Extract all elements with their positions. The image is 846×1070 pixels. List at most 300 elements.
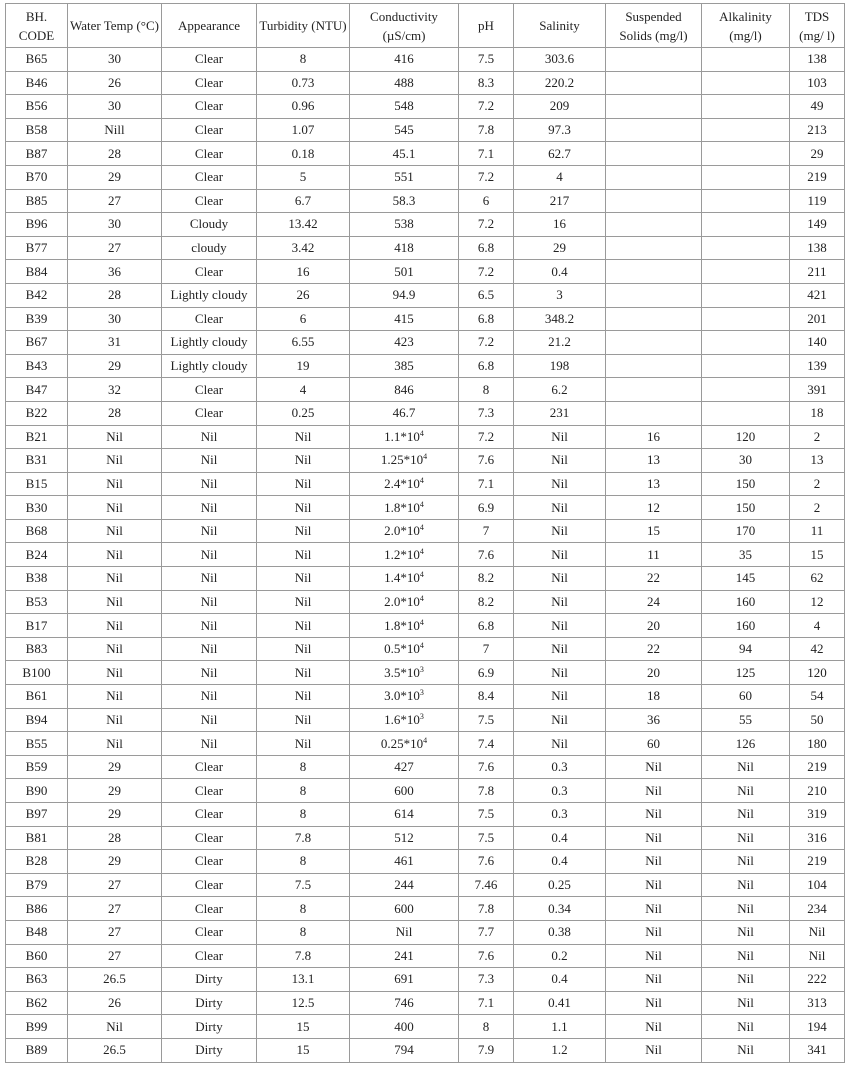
cell-salinity: 0.34 bbox=[514, 897, 606, 921]
cell-tds: 104 bbox=[790, 873, 845, 897]
cell-appearance: Clear bbox=[162, 189, 257, 213]
cell-salinity: 1.1 bbox=[514, 1015, 606, 1039]
cell-water-temp: 26 bbox=[68, 991, 162, 1015]
cell-water-temp: 27 bbox=[68, 944, 162, 968]
cell-conductivity: 244 bbox=[350, 873, 459, 897]
header-ph: pH bbox=[459, 4, 514, 48]
cell-alkalinity bbox=[702, 213, 790, 237]
cell-appearance: Clear bbox=[162, 897, 257, 921]
cell-water-temp: Nil bbox=[68, 685, 162, 709]
cell-salinity: Nil bbox=[514, 449, 606, 473]
cell-suspended-solids: 16 bbox=[606, 425, 702, 449]
water-quality-table bbox=[5, 3, 845, 1063]
table-row bbox=[6, 873, 845, 897]
cell-turbidity: 12.5 bbox=[257, 991, 350, 1015]
cell-water-temp: 29 bbox=[68, 354, 162, 378]
cell-conductivity: Nil bbox=[350, 920, 459, 944]
cell-alkalinity: Nil bbox=[702, 850, 790, 874]
cell-ph: 7.1 bbox=[459, 472, 514, 496]
cell-water-temp: 30 bbox=[68, 213, 162, 237]
cell-water-temp: 28 bbox=[68, 826, 162, 850]
table-row bbox=[6, 826, 845, 850]
cell-tds: 219 bbox=[790, 165, 845, 189]
cell-turbidity: 8 bbox=[257, 48, 350, 72]
table-row bbox=[6, 401, 845, 425]
cell-ph: 6.5 bbox=[459, 283, 514, 307]
cell-bh-code: B77 bbox=[6, 236, 68, 260]
cell-tds: 391 bbox=[790, 378, 845, 402]
cell-salinity: 348.2 bbox=[514, 307, 606, 331]
cell-ph: 7.8 bbox=[459, 779, 514, 803]
cell-ph: 7.1 bbox=[459, 142, 514, 166]
cell-bh-code: B31 bbox=[6, 449, 68, 473]
cell-salinity: 21.2 bbox=[514, 331, 606, 355]
cell-appearance: Clear bbox=[162, 260, 257, 284]
header-alkalinity: Alkalinity (mg/l) bbox=[702, 4, 790, 48]
header-turbidity: Turbidity (NTU) bbox=[257, 4, 350, 48]
cell-salinity: 29 bbox=[514, 236, 606, 260]
cell-conductivity: 600 bbox=[350, 897, 459, 921]
table-row bbox=[6, 354, 845, 378]
cell-ph: 7.5 bbox=[459, 708, 514, 732]
cell-alkalinity: Nil bbox=[702, 968, 790, 992]
cell-tds: 4 bbox=[790, 614, 845, 638]
cell-bh-code: B79 bbox=[6, 873, 68, 897]
cell-turbidity: 13.1 bbox=[257, 968, 350, 992]
table-row bbox=[6, 118, 845, 142]
cell-suspended-solids bbox=[606, 283, 702, 307]
cell-salinity: Nil bbox=[514, 472, 606, 496]
cell-conductivity: 427 bbox=[350, 755, 459, 779]
cell-appearance: Nil bbox=[162, 637, 257, 661]
cell-appearance: Clear bbox=[162, 118, 257, 142]
cell-turbidity: 6.55 bbox=[257, 331, 350, 355]
cell-bh-code: B70 bbox=[6, 165, 68, 189]
table-body bbox=[6, 48, 845, 1063]
cell-ph: 7.2 bbox=[459, 260, 514, 284]
cell-bh-code: B38 bbox=[6, 567, 68, 591]
cell-salinity: Nil bbox=[514, 590, 606, 614]
cell-conductivity: 415 bbox=[350, 307, 459, 331]
cell-salinity: Nil bbox=[514, 661, 606, 685]
cell-salinity: 0.3 bbox=[514, 755, 606, 779]
table-row bbox=[6, 496, 845, 520]
cell-salinity: 0.3 bbox=[514, 803, 606, 827]
cell-salinity: Nil bbox=[514, 708, 606, 732]
cell-ph: 6.8 bbox=[459, 307, 514, 331]
cell-ph: 7.3 bbox=[459, 401, 514, 425]
cell-conductivity: $1.25*10^4$ bbox=[350, 449, 459, 473]
cell-tds: Nil bbox=[790, 920, 845, 944]
cell-conductivity: 501 bbox=[350, 260, 459, 284]
cell-ph: 6.8 bbox=[459, 354, 514, 378]
cell-salinity: 0.41 bbox=[514, 991, 606, 1015]
cell-tds: 213 bbox=[790, 118, 845, 142]
cell-conductivity: $1.2*10^4$ bbox=[350, 543, 459, 567]
cell-tds: 42 bbox=[790, 637, 845, 661]
cell-suspended-solids: 24 bbox=[606, 590, 702, 614]
cell-ph: 7.6 bbox=[459, 944, 514, 968]
cell-bh-code: B62 bbox=[6, 991, 68, 1015]
cell-suspended-solids: Nil bbox=[606, 873, 702, 897]
table-row bbox=[6, 449, 845, 473]
cell-tds: 138 bbox=[790, 236, 845, 260]
cell-conductivity: $0.5*10^4$ bbox=[350, 637, 459, 661]
cell-appearance: Clear bbox=[162, 779, 257, 803]
cell-water-temp: 30 bbox=[68, 95, 162, 119]
cell-water-temp: Nil bbox=[68, 519, 162, 543]
cell-conductivity: 614 bbox=[350, 803, 459, 827]
cell-water-temp: Nil bbox=[68, 567, 162, 591]
table-row bbox=[6, 378, 845, 402]
cell-bh-code: B100 bbox=[6, 661, 68, 685]
cell-bh-code: B53 bbox=[6, 590, 68, 614]
table-row bbox=[6, 189, 845, 213]
cell-ph: 7.8 bbox=[459, 118, 514, 142]
cell-appearance: Lightly cloudy bbox=[162, 283, 257, 307]
cell-alkalinity: 94 bbox=[702, 637, 790, 661]
table-row bbox=[6, 968, 845, 992]
cell-suspended-solids: 11 bbox=[606, 543, 702, 567]
cell-alkalinity bbox=[702, 354, 790, 378]
cell-alkalinity: Nil bbox=[702, 897, 790, 921]
cell-conductivity: $1.4*10^4$ bbox=[350, 567, 459, 591]
cell-turbidity: Nil bbox=[257, 496, 350, 520]
table-row bbox=[6, 920, 845, 944]
cell-appearance: Clear bbox=[162, 826, 257, 850]
cell-conductivity: $1.6*10^3$ bbox=[350, 708, 459, 732]
cell-tds: 2 bbox=[790, 496, 845, 520]
cell-tds: 18 bbox=[790, 401, 845, 425]
table-row bbox=[6, 331, 845, 355]
cell-conductivity: 551 bbox=[350, 165, 459, 189]
cell-appearance: Nil bbox=[162, 519, 257, 543]
cell-suspended-solids bbox=[606, 118, 702, 142]
cell-appearance: Clear bbox=[162, 48, 257, 72]
cell-tds: 2 bbox=[790, 425, 845, 449]
cell-ph: 7.6 bbox=[459, 755, 514, 779]
cell-tds: 49 bbox=[790, 95, 845, 119]
table-row bbox=[6, 142, 845, 166]
cell-ph: 8 bbox=[459, 378, 514, 402]
header-water-temp: Water Temp (°C) bbox=[68, 4, 162, 48]
cell-alkalinity: 30 bbox=[702, 449, 790, 473]
cell-water-temp: 36 bbox=[68, 260, 162, 284]
header-conductivity: Conductivity (µS/cm) bbox=[350, 4, 459, 48]
cell-alkalinity bbox=[702, 118, 790, 142]
cell-turbidity: 7.8 bbox=[257, 944, 350, 968]
cell-conductivity: $0.25*10^4$ bbox=[350, 732, 459, 756]
cell-bh-code: B55 bbox=[6, 732, 68, 756]
cell-water-temp: 27 bbox=[68, 189, 162, 213]
table-row bbox=[6, 95, 845, 119]
table-row bbox=[6, 779, 845, 803]
cell-bh-code: B61 bbox=[6, 685, 68, 709]
table-row bbox=[6, 755, 845, 779]
cell-water-temp: 28 bbox=[68, 283, 162, 307]
cell-suspended-solids: 22 bbox=[606, 567, 702, 591]
cell-suspended-solids: Nil bbox=[606, 755, 702, 779]
cell-water-temp: Nill bbox=[68, 118, 162, 142]
cell-ph: 6.9 bbox=[459, 661, 514, 685]
cell-ph: 7.5 bbox=[459, 826, 514, 850]
cell-bh-code: B84 bbox=[6, 260, 68, 284]
table-row bbox=[6, 850, 845, 874]
cell-bh-code: B39 bbox=[6, 307, 68, 331]
cell-bh-code: B67 bbox=[6, 331, 68, 355]
table-row bbox=[6, 590, 845, 614]
cell-bh-code: B86 bbox=[6, 897, 68, 921]
cell-suspended-solids: 22 bbox=[606, 637, 702, 661]
cell-turbidity: 15 bbox=[257, 1038, 350, 1062]
cell-turbidity: 19 bbox=[257, 354, 350, 378]
cell-appearance: Nil bbox=[162, 567, 257, 591]
cell-ph: 7.4 bbox=[459, 732, 514, 756]
cell-appearance: Nil bbox=[162, 590, 257, 614]
cell-appearance: Clear bbox=[162, 165, 257, 189]
cell-bh-code: B85 bbox=[6, 189, 68, 213]
cell-suspended-solids: 13 bbox=[606, 449, 702, 473]
cell-suspended-solids: 20 bbox=[606, 661, 702, 685]
cell-water-temp: Nil bbox=[68, 449, 162, 473]
cell-bh-code: B65 bbox=[6, 48, 68, 72]
cell-suspended-solids: 13 bbox=[606, 472, 702, 496]
cell-water-temp: 29 bbox=[68, 850, 162, 874]
cell-bh-code: B96 bbox=[6, 213, 68, 237]
cell-conductivity: 58.3 bbox=[350, 189, 459, 213]
cell-salinity: 220.2 bbox=[514, 71, 606, 95]
table-row bbox=[6, 307, 845, 331]
cell-suspended-solids: Nil bbox=[606, 944, 702, 968]
cell-tds: 119 bbox=[790, 189, 845, 213]
cell-ph: 8 bbox=[459, 1015, 514, 1039]
cell-water-temp: Nil bbox=[68, 590, 162, 614]
cell-conductivity: 461 bbox=[350, 850, 459, 874]
cell-tds: 12 bbox=[790, 590, 845, 614]
cell-conductivity: 94.9 bbox=[350, 283, 459, 307]
cell-conductivity: $1.1*10^4$ bbox=[350, 425, 459, 449]
cell-salinity: 0.4 bbox=[514, 968, 606, 992]
cell-conductivity: 746 bbox=[350, 991, 459, 1015]
cell-tds: 210 bbox=[790, 779, 845, 803]
cell-appearance: Nil bbox=[162, 708, 257, 732]
cell-bh-code: B30 bbox=[6, 496, 68, 520]
cell-appearance: Clear bbox=[162, 307, 257, 331]
table-row bbox=[6, 543, 845, 567]
table-row bbox=[6, 567, 845, 591]
cell-ph: 7.5 bbox=[459, 48, 514, 72]
cell-suspended-solids bbox=[606, 213, 702, 237]
table-row bbox=[6, 213, 845, 237]
cell-ph: 7.2 bbox=[459, 165, 514, 189]
cell-bh-code: B90 bbox=[6, 779, 68, 803]
cell-alkalinity bbox=[702, 142, 790, 166]
cell-bh-code: B60 bbox=[6, 944, 68, 968]
cell-ph: 8.2 bbox=[459, 567, 514, 591]
cell-tds: 149 bbox=[790, 213, 845, 237]
cell-conductivity: $1.8*10^4$ bbox=[350, 614, 459, 638]
cell-appearance: Clear bbox=[162, 71, 257, 95]
table-row bbox=[6, 944, 845, 968]
cell-ph: 7.2 bbox=[459, 425, 514, 449]
cell-turbidity: Nil bbox=[257, 661, 350, 685]
cell-turbidity: 8 bbox=[257, 897, 350, 921]
cell-turbidity: 0.73 bbox=[257, 71, 350, 95]
cell-bh-code: B94 bbox=[6, 708, 68, 732]
cell-turbidity: 13.42 bbox=[257, 213, 350, 237]
cell-water-temp: 28 bbox=[68, 401, 162, 425]
cell-water-temp: Nil bbox=[68, 472, 162, 496]
cell-tds: 62 bbox=[790, 567, 845, 591]
cell-conductivity: 538 bbox=[350, 213, 459, 237]
cell-ph: 7.6 bbox=[459, 850, 514, 874]
table-row bbox=[6, 165, 845, 189]
cell-ph: 7.9 bbox=[459, 1038, 514, 1062]
cell-turbidity: Nil bbox=[257, 685, 350, 709]
cell-tds: 341 bbox=[790, 1038, 845, 1062]
cell-alkalinity bbox=[702, 236, 790, 260]
cell-bh-code: B83 bbox=[6, 637, 68, 661]
cell-alkalinity: 150 bbox=[702, 496, 790, 520]
cell-tds: 54 bbox=[790, 685, 845, 709]
cell-suspended-solids bbox=[606, 378, 702, 402]
cell-turbidity: Nil bbox=[257, 472, 350, 496]
cell-conductivity: $1.8*10^4$ bbox=[350, 496, 459, 520]
cell-bh-code: B22 bbox=[6, 401, 68, 425]
cell-bh-code: B59 bbox=[6, 755, 68, 779]
cell-salinity: Nil bbox=[514, 732, 606, 756]
cell-appearance: Clear bbox=[162, 873, 257, 897]
table-row bbox=[6, 803, 845, 827]
cell-alkalinity: 160 bbox=[702, 590, 790, 614]
cell-ph: 7 bbox=[459, 519, 514, 543]
cell-appearance: Nil bbox=[162, 496, 257, 520]
cell-turbidity: 8 bbox=[257, 779, 350, 803]
cell-salinity: Nil bbox=[514, 519, 606, 543]
cell-turbidity: Nil bbox=[257, 637, 350, 661]
cell-alkalinity: Nil bbox=[702, 826, 790, 850]
cell-appearance: Lightly cloudy bbox=[162, 331, 257, 355]
cell-turbidity: 3.42 bbox=[257, 236, 350, 260]
cell-bh-code: B47 bbox=[6, 378, 68, 402]
cell-ph: 8.2 bbox=[459, 590, 514, 614]
cell-water-temp: 32 bbox=[68, 378, 162, 402]
cell-turbidity: Nil bbox=[257, 519, 350, 543]
cell-bh-code: B58 bbox=[6, 118, 68, 142]
cell-suspended-solids bbox=[606, 95, 702, 119]
cell-turbidity: Nil bbox=[257, 543, 350, 567]
cell-conductivity: 46.7 bbox=[350, 401, 459, 425]
cell-tds: 234 bbox=[790, 897, 845, 921]
table-row bbox=[6, 708, 845, 732]
cell-suspended-solids bbox=[606, 331, 702, 355]
cell-suspended-solids: 36 bbox=[606, 708, 702, 732]
table-row bbox=[6, 519, 845, 543]
cell-suspended-solids bbox=[606, 307, 702, 331]
cell-appearance: Nil bbox=[162, 543, 257, 567]
cell-suspended-solids: Nil bbox=[606, 850, 702, 874]
cell-conductivity: 545 bbox=[350, 118, 459, 142]
cell-turbidity: 16 bbox=[257, 260, 350, 284]
cell-bh-code: B63 bbox=[6, 968, 68, 992]
cell-ph: 7.2 bbox=[459, 213, 514, 237]
cell-bh-code: B48 bbox=[6, 920, 68, 944]
cell-alkalinity bbox=[702, 48, 790, 72]
cell-suspended-solids bbox=[606, 401, 702, 425]
cell-salinity: Nil bbox=[514, 496, 606, 520]
cell-salinity: 0.4 bbox=[514, 826, 606, 850]
cell-appearance: Nil bbox=[162, 732, 257, 756]
table-row bbox=[6, 661, 845, 685]
header-bh-code: BH. CODE bbox=[6, 4, 68, 48]
cell-turbidity: 0.18 bbox=[257, 142, 350, 166]
cell-water-temp: 27 bbox=[68, 920, 162, 944]
header-row bbox=[6, 4, 845, 48]
cell-conductivity: 45.1 bbox=[350, 142, 459, 166]
table-header bbox=[6, 4, 845, 48]
cell-alkalinity: 170 bbox=[702, 519, 790, 543]
cell-ph: 7.6 bbox=[459, 449, 514, 473]
cell-water-temp: 31 bbox=[68, 331, 162, 355]
cell-suspended-solids: Nil bbox=[606, 779, 702, 803]
cell-turbidity: 6.7 bbox=[257, 189, 350, 213]
cell-salinity: Nil bbox=[514, 685, 606, 709]
cell-suspended-solids: Nil bbox=[606, 920, 702, 944]
cell-ph: 8.4 bbox=[459, 685, 514, 709]
cell-alkalinity: 160 bbox=[702, 614, 790, 638]
cell-suspended-solids bbox=[606, 165, 702, 189]
cell-suspended-solids bbox=[606, 48, 702, 72]
cell-alkalinity bbox=[702, 331, 790, 355]
cell-appearance: Lightly cloudy bbox=[162, 354, 257, 378]
table-row bbox=[6, 991, 845, 1015]
table-row bbox=[6, 1015, 845, 1039]
cell-suspended-solids: 18 bbox=[606, 685, 702, 709]
cell-bh-code: B56 bbox=[6, 95, 68, 119]
cell-appearance: Clear bbox=[162, 142, 257, 166]
cell-suspended-solids: 15 bbox=[606, 519, 702, 543]
cell-tds: 103 bbox=[790, 71, 845, 95]
cell-ph: 7.7 bbox=[459, 920, 514, 944]
cell-alkalinity: Nil bbox=[702, 779, 790, 803]
table-row bbox=[6, 897, 845, 921]
cell-appearance: Nil bbox=[162, 614, 257, 638]
cell-water-temp: 26 bbox=[68, 71, 162, 95]
cell-alkalinity: Nil bbox=[702, 755, 790, 779]
cell-appearance: Nil bbox=[162, 472, 257, 496]
cell-salinity: 0.3 bbox=[514, 779, 606, 803]
cell-tds: 313 bbox=[790, 991, 845, 1015]
cell-salinity: 16 bbox=[514, 213, 606, 237]
cell-alkalinity bbox=[702, 71, 790, 95]
cell-suspended-solids: Nil bbox=[606, 991, 702, 1015]
cell-bh-code: B21 bbox=[6, 425, 68, 449]
cell-conductivity: $2.0*10^4$ bbox=[350, 519, 459, 543]
cell-tds: 211 bbox=[790, 260, 845, 284]
cell-salinity: 209 bbox=[514, 95, 606, 119]
cell-ph: 6 bbox=[459, 189, 514, 213]
cell-appearance: cloudy bbox=[162, 236, 257, 260]
table-row bbox=[6, 614, 845, 638]
cell-appearance: Dirty bbox=[162, 1038, 257, 1062]
cell-tds: 316 bbox=[790, 826, 845, 850]
cell-alkalinity: 145 bbox=[702, 567, 790, 591]
cell-conductivity: 512 bbox=[350, 826, 459, 850]
cell-turbidity: Nil bbox=[257, 614, 350, 638]
cell-salinity: 0.4 bbox=[514, 850, 606, 874]
cell-suspended-solids: 60 bbox=[606, 732, 702, 756]
cell-salinity: 0.38 bbox=[514, 920, 606, 944]
